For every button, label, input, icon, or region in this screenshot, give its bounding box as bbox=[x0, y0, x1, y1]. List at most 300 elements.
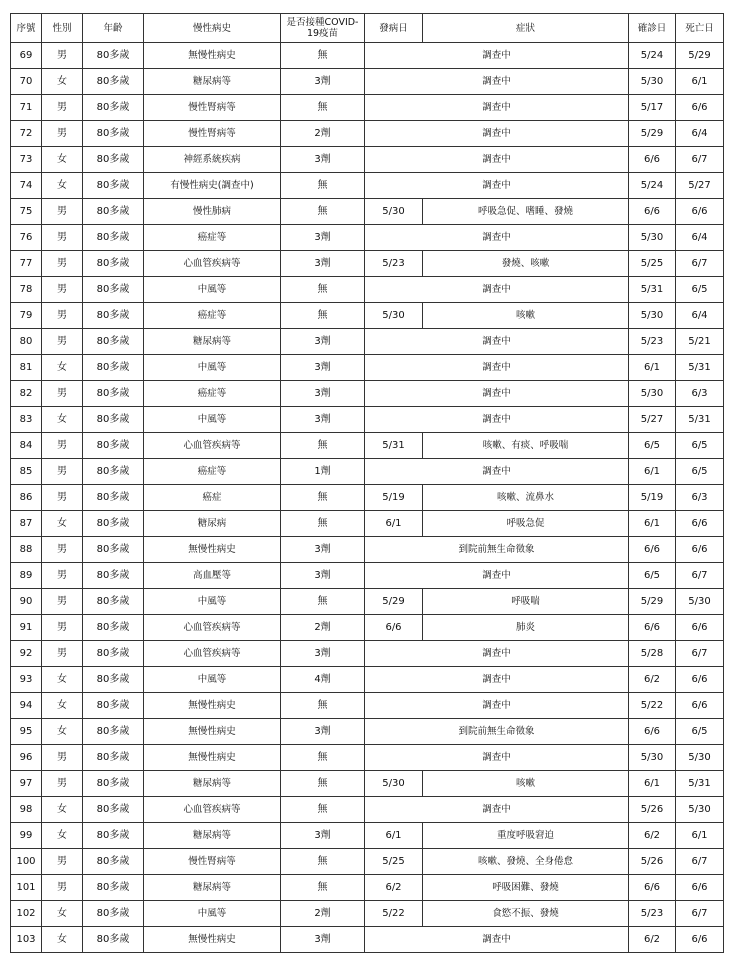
confirmed-date-cell: 6/6 bbox=[629, 719, 676, 745]
death-date-cell: 6/3 bbox=[676, 485, 724, 511]
sex-cell: 男 bbox=[42, 329, 83, 355]
symptoms-cell: 調查中 bbox=[365, 459, 629, 485]
onset-date-cell: 5/30 bbox=[365, 771, 423, 797]
death-date-cell: 5/31 bbox=[676, 407, 724, 433]
death-date-cell: 6/5 bbox=[676, 719, 724, 745]
onset-date-cell: 5/31 bbox=[365, 433, 423, 459]
case-number-cell: 88 bbox=[11, 537, 42, 563]
table-row bbox=[11, 797, 724, 823]
vaccine-cell: 3劑 bbox=[281, 407, 365, 433]
sex-cell: 女 bbox=[42, 355, 83, 381]
table-row bbox=[11, 407, 724, 433]
column-header: 序號 bbox=[11, 14, 42, 43]
case-number-cell: 74 bbox=[11, 173, 42, 199]
death-date-cell: 6/1 bbox=[676, 823, 724, 849]
chronic-history-cell: 癌症等 bbox=[144, 225, 281, 251]
death-date-cell: 6/7 bbox=[676, 901, 724, 927]
death-date-cell: 5/31 bbox=[676, 355, 724, 381]
vaccine-cell: 3劑 bbox=[281, 381, 365, 407]
case-number-cell: 77 bbox=[11, 251, 42, 277]
sex-cell: 男 bbox=[42, 459, 83, 485]
age-cell: 80多歲 bbox=[83, 43, 144, 69]
vaccine-cell: 無 bbox=[281, 745, 365, 771]
age-cell: 80多歲 bbox=[83, 407, 144, 433]
vaccine-cell: 3劑 bbox=[281, 147, 365, 173]
symptoms-cell: 調查中 bbox=[365, 173, 629, 199]
chronic-history-cell: 癌症等 bbox=[144, 381, 281, 407]
symptoms-cell: 調查中 bbox=[365, 797, 629, 823]
age-cell: 80多歲 bbox=[83, 641, 144, 667]
column-header: 性別 bbox=[42, 14, 83, 43]
symptoms-cell: 調查中 bbox=[365, 225, 629, 251]
symptoms-cell: 調查中 bbox=[365, 95, 629, 121]
onset-date-cell: 5/25 bbox=[365, 849, 423, 875]
death-date-cell: 5/29 bbox=[676, 43, 724, 69]
death-date-cell: 6/6 bbox=[676, 693, 724, 719]
column-header: 死亡日 bbox=[676, 14, 724, 43]
age-cell: 80多歲 bbox=[83, 381, 144, 407]
age-cell: 80多歲 bbox=[83, 745, 144, 771]
column-header: 症狀 bbox=[423, 14, 629, 43]
case-number-cell: 71 bbox=[11, 95, 42, 121]
confirmed-date-cell: 5/17 bbox=[629, 95, 676, 121]
symptoms-cell: 調查中 bbox=[365, 693, 629, 719]
death-date-cell: 6/4 bbox=[676, 303, 724, 329]
chronic-history-cell: 無慢性病史 bbox=[144, 927, 281, 953]
chronic-history-cell: 心血管疾病等 bbox=[144, 433, 281, 459]
vaccine-cell: 無 bbox=[281, 771, 365, 797]
table-row bbox=[11, 901, 724, 927]
sex-cell: 男 bbox=[42, 381, 83, 407]
vaccine-cell: 3劑 bbox=[281, 225, 365, 251]
vaccine-cell: 3劑 bbox=[281, 823, 365, 849]
chronic-history-cell: 心血管疾病等 bbox=[144, 797, 281, 823]
chronic-history-cell: 中風等 bbox=[144, 355, 281, 381]
confirmed-date-cell: 5/29 bbox=[629, 589, 676, 615]
chronic-history-cell: 慢性腎病等 bbox=[144, 121, 281, 147]
table-row bbox=[11, 303, 724, 329]
sex-cell: 女 bbox=[42, 511, 83, 537]
table-row bbox=[11, 459, 724, 485]
death-date-cell: 5/30 bbox=[676, 589, 724, 615]
age-cell: 80多歲 bbox=[83, 459, 144, 485]
symptoms-cell: 食慾不振、發燒 bbox=[423, 901, 629, 927]
table-row bbox=[11, 615, 724, 641]
header-row bbox=[11, 14, 724, 43]
sex-cell: 男 bbox=[42, 251, 83, 277]
age-cell: 80多歲 bbox=[83, 901, 144, 927]
vaccine-cell: 無 bbox=[281, 433, 365, 459]
case-number-cell: 98 bbox=[11, 797, 42, 823]
table-row bbox=[11, 251, 724, 277]
symptoms-cell: 咳嗽、發燒、全身倦怠 bbox=[423, 849, 629, 875]
sex-cell: 女 bbox=[42, 667, 83, 693]
age-cell: 80多歲 bbox=[83, 251, 144, 277]
vaccine-cell: 無 bbox=[281, 589, 365, 615]
age-cell: 80多歲 bbox=[83, 485, 144, 511]
sex-cell: 男 bbox=[42, 641, 83, 667]
vaccine-cell: 無 bbox=[281, 277, 365, 303]
table-row bbox=[11, 95, 724, 121]
chronic-history-cell: 癌症等 bbox=[144, 459, 281, 485]
onset-date-cell: 5/19 bbox=[365, 485, 423, 511]
age-cell: 80多歲 bbox=[83, 537, 144, 563]
symptoms-cell: 呼吸困難、發燒 bbox=[423, 875, 629, 901]
case-number-cell: 93 bbox=[11, 667, 42, 693]
death-date-cell: 6/3 bbox=[676, 381, 724, 407]
chronic-history-cell: 心血管疾病等 bbox=[144, 251, 281, 277]
case-number-cell: 70 bbox=[11, 69, 42, 95]
onset-date-cell: 5/23 bbox=[365, 251, 423, 277]
age-cell: 80多歲 bbox=[83, 797, 144, 823]
confirmed-date-cell: 6/6 bbox=[629, 615, 676, 641]
vaccine-cell: 3劑 bbox=[281, 563, 365, 589]
sex-cell: 男 bbox=[42, 615, 83, 641]
case-number-cell: 83 bbox=[11, 407, 42, 433]
table-row bbox=[11, 719, 724, 745]
vaccine-cell: 無 bbox=[281, 173, 365, 199]
case-number-cell: 76 bbox=[11, 225, 42, 251]
case-number-cell: 79 bbox=[11, 303, 42, 329]
table-row bbox=[11, 43, 724, 69]
vaccine-cell: 無 bbox=[281, 199, 365, 225]
death-date-cell: 6/6 bbox=[676, 511, 724, 537]
confirmed-date-cell: 6/6 bbox=[629, 537, 676, 563]
chronic-history-cell: 無慢性病史 bbox=[144, 537, 281, 563]
symptoms-cell: 調查中 bbox=[365, 745, 629, 771]
case-number-cell: 92 bbox=[11, 641, 42, 667]
age-cell: 80多歲 bbox=[83, 927, 144, 953]
chronic-history-cell: 中風等 bbox=[144, 667, 281, 693]
symptoms-cell: 調查中 bbox=[365, 641, 629, 667]
onset-date-cell: 6/1 bbox=[365, 823, 423, 849]
age-cell: 80多歲 bbox=[83, 875, 144, 901]
confirmed-date-cell: 5/29 bbox=[629, 121, 676, 147]
case-number-cell: 78 bbox=[11, 277, 42, 303]
age-cell: 80多歲 bbox=[83, 225, 144, 251]
age-cell: 80多歲 bbox=[83, 719, 144, 745]
chronic-history-cell: 無慢性病史 bbox=[144, 719, 281, 745]
death-date-cell: 5/30 bbox=[676, 797, 724, 823]
case-number-cell: 85 bbox=[11, 459, 42, 485]
table-row bbox=[11, 433, 724, 459]
age-cell: 80多歲 bbox=[83, 563, 144, 589]
case-number-cell: 81 bbox=[11, 355, 42, 381]
chronic-history-cell: 高血壓等 bbox=[144, 563, 281, 589]
death-date-cell: 6/6 bbox=[676, 875, 724, 901]
chronic-history-cell: 中風等 bbox=[144, 277, 281, 303]
death-date-cell: 5/30 bbox=[676, 745, 724, 771]
age-cell: 80多歲 bbox=[83, 667, 144, 693]
confirmed-date-cell: 5/23 bbox=[629, 901, 676, 927]
confirmed-date-cell: 5/19 bbox=[629, 485, 676, 511]
sex-cell: 女 bbox=[42, 69, 83, 95]
symptoms-cell: 調查中 bbox=[365, 69, 629, 95]
sex-cell: 男 bbox=[42, 537, 83, 563]
symptoms-cell: 調查中 bbox=[365, 147, 629, 173]
table-row bbox=[11, 537, 724, 563]
death-date-cell: 6/7 bbox=[676, 641, 724, 667]
confirmed-date-cell: 5/25 bbox=[629, 251, 676, 277]
case-number-cell: 86 bbox=[11, 485, 42, 511]
sex-cell: 男 bbox=[42, 875, 83, 901]
symptoms-cell: 調查中 bbox=[365, 43, 629, 69]
case-number-cell: 103 bbox=[11, 927, 42, 953]
death-date-cell: 6/6 bbox=[676, 199, 724, 225]
age-cell: 80多歲 bbox=[83, 355, 144, 381]
age-cell: 80多歲 bbox=[83, 615, 144, 641]
table-row bbox=[11, 771, 724, 797]
confirmed-date-cell: 5/24 bbox=[629, 173, 676, 199]
death-date-cell: 5/31 bbox=[676, 771, 724, 797]
symptoms-cell: 調查中 bbox=[365, 277, 629, 303]
confirmed-date-cell: 5/30 bbox=[629, 303, 676, 329]
vaccine-cell: 2劑 bbox=[281, 121, 365, 147]
symptoms-cell: 咳嗽、流鼻水 bbox=[423, 485, 629, 511]
chronic-history-cell: 有慢性病史(調查中) bbox=[144, 173, 281, 199]
column-header: 年齡 bbox=[83, 14, 144, 43]
table-row bbox=[11, 589, 724, 615]
case-number-cell: 100 bbox=[11, 849, 42, 875]
table-row bbox=[11, 69, 724, 95]
case-number-cell: 95 bbox=[11, 719, 42, 745]
symptoms-cell: 調查中 bbox=[365, 667, 629, 693]
death-date-cell: 6/7 bbox=[676, 251, 724, 277]
age-cell: 80多歲 bbox=[83, 95, 144, 121]
chronic-history-cell: 中風等 bbox=[144, 589, 281, 615]
death-date-cell: 6/4 bbox=[676, 225, 724, 251]
age-cell: 80多歲 bbox=[83, 433, 144, 459]
sex-cell: 男 bbox=[42, 745, 83, 771]
onset-date-cell: 5/30 bbox=[365, 199, 423, 225]
sex-cell: 女 bbox=[42, 797, 83, 823]
chronic-history-cell: 中風等 bbox=[144, 407, 281, 433]
symptoms-cell: 肺炎 bbox=[423, 615, 629, 641]
symptoms-cell: 呼吸急促、嗜睡、發燒 bbox=[423, 199, 629, 225]
death-date-cell: 6/1 bbox=[676, 69, 724, 95]
symptoms-cell: 調查中 bbox=[365, 381, 629, 407]
table-row bbox=[11, 381, 724, 407]
onset-date-cell: 5/30 bbox=[365, 303, 423, 329]
confirmed-date-cell: 6/6 bbox=[629, 875, 676, 901]
age-cell: 80多歲 bbox=[83, 147, 144, 173]
chronic-history-cell: 癌症等 bbox=[144, 303, 281, 329]
table-row bbox=[11, 563, 724, 589]
vaccine-cell: 無 bbox=[281, 43, 365, 69]
death-date-cell: 6/7 bbox=[676, 147, 724, 173]
case-number-cell: 91 bbox=[11, 615, 42, 641]
confirmed-date-cell: 5/30 bbox=[629, 225, 676, 251]
symptoms-cell: 呼吸急促 bbox=[423, 511, 629, 537]
sex-cell: 男 bbox=[42, 95, 83, 121]
case-number-cell: 82 bbox=[11, 381, 42, 407]
vaccine-cell: 無 bbox=[281, 485, 365, 511]
chronic-history-cell: 無慢性病史 bbox=[144, 43, 281, 69]
table-row bbox=[11, 147, 724, 173]
sex-cell: 男 bbox=[42, 199, 83, 225]
case-number-cell: 73 bbox=[11, 147, 42, 173]
table-row bbox=[11, 693, 724, 719]
death-date-cell: 6/6 bbox=[676, 927, 724, 953]
onset-date-cell: 5/29 bbox=[365, 589, 423, 615]
vaccine-cell: 無 bbox=[281, 875, 365, 901]
onset-date-cell: 6/1 bbox=[365, 511, 423, 537]
sex-cell: 女 bbox=[42, 719, 83, 745]
confirmed-date-cell: 5/30 bbox=[629, 381, 676, 407]
confirmed-date-cell: 5/22 bbox=[629, 693, 676, 719]
symptoms-cell: 重度呼吸窘迫 bbox=[423, 823, 629, 849]
chronic-history-cell: 癌症 bbox=[144, 485, 281, 511]
symptoms-cell: 咳嗽 bbox=[423, 771, 629, 797]
case-number-cell: 96 bbox=[11, 745, 42, 771]
confirmed-date-cell: 6/2 bbox=[629, 927, 676, 953]
table-row bbox=[11, 667, 724, 693]
symptoms-cell: 調查中 bbox=[365, 407, 629, 433]
sex-cell: 女 bbox=[42, 173, 83, 199]
chronic-history-cell: 心血管疾病等 bbox=[144, 641, 281, 667]
table-row bbox=[11, 199, 724, 225]
symptoms-cell: 調查中 bbox=[365, 927, 629, 953]
column-header: 慢性病史 bbox=[144, 14, 281, 43]
case-number-cell: 94 bbox=[11, 693, 42, 719]
case-number-cell: 87 bbox=[11, 511, 42, 537]
case-number-cell: 72 bbox=[11, 121, 42, 147]
vaccine-cell: 3劑 bbox=[281, 719, 365, 745]
onset-date-cell: 6/2 bbox=[365, 875, 423, 901]
confirmed-date-cell: 5/31 bbox=[629, 277, 676, 303]
sex-cell: 男 bbox=[42, 771, 83, 797]
symptoms-cell: 咳嗽 bbox=[423, 303, 629, 329]
confirmed-date-cell: 6/5 bbox=[629, 563, 676, 589]
confirmed-date-cell: 5/28 bbox=[629, 641, 676, 667]
chronic-history-cell: 中風等 bbox=[144, 901, 281, 927]
death-date-cell: 6/6 bbox=[676, 537, 724, 563]
age-cell: 80多歲 bbox=[83, 199, 144, 225]
confirmed-date-cell: 6/6 bbox=[629, 199, 676, 225]
case-number-cell: 101 bbox=[11, 875, 42, 901]
table-row bbox=[11, 225, 724, 251]
table-row bbox=[11, 329, 724, 355]
confirmed-date-cell: 6/6 bbox=[629, 147, 676, 173]
confirmed-date-cell: 5/30 bbox=[629, 69, 676, 95]
sex-cell: 男 bbox=[42, 433, 83, 459]
age-cell: 80多歲 bbox=[83, 121, 144, 147]
case-number-cell: 97 bbox=[11, 771, 42, 797]
table-row bbox=[11, 277, 724, 303]
sex-cell: 女 bbox=[42, 823, 83, 849]
table-row bbox=[11, 641, 724, 667]
table-row bbox=[11, 121, 724, 147]
symptoms-cell: 到院前無生命徵象 bbox=[365, 719, 629, 745]
age-cell: 80多歲 bbox=[83, 823, 144, 849]
vaccine-cell: 2劑 bbox=[281, 901, 365, 927]
confirmed-date-cell: 6/1 bbox=[629, 511, 676, 537]
sex-cell: 女 bbox=[42, 927, 83, 953]
vaccine-cell: 3劑 bbox=[281, 69, 365, 95]
age-cell: 80多歲 bbox=[83, 69, 144, 95]
table-row bbox=[11, 849, 724, 875]
confirmed-date-cell: 6/2 bbox=[629, 823, 676, 849]
table-body bbox=[11, 43, 724, 953]
chronic-history-cell: 糖尿病 bbox=[144, 511, 281, 537]
vaccine-cell: 3劑 bbox=[281, 355, 365, 381]
case-number-cell: 89 bbox=[11, 563, 42, 589]
symptoms-cell: 咳嗽、有痰、呼吸喘 bbox=[423, 433, 629, 459]
chronic-history-cell: 糖尿病等 bbox=[144, 329, 281, 355]
chronic-history-cell: 心血管疾病等 bbox=[144, 615, 281, 641]
confirmed-date-cell: 5/24 bbox=[629, 43, 676, 69]
sex-cell: 男 bbox=[42, 277, 83, 303]
vaccine-cell: 無 bbox=[281, 511, 365, 537]
age-cell: 80多歲 bbox=[83, 303, 144, 329]
vaccine-cell: 2劑 bbox=[281, 615, 365, 641]
death-date-cell: 6/5 bbox=[676, 459, 724, 485]
symptoms-cell: 調查中 bbox=[365, 121, 629, 147]
age-cell: 80多歲 bbox=[83, 511, 144, 537]
table-row bbox=[11, 745, 724, 771]
chronic-history-cell: 糖尿病等 bbox=[144, 875, 281, 901]
case-table bbox=[10, 13, 724, 953]
age-cell: 80多歲 bbox=[83, 771, 144, 797]
vaccine-cell: 3劑 bbox=[281, 537, 365, 563]
vaccine-cell: 4劑 bbox=[281, 667, 365, 693]
case-number-cell: 90 bbox=[11, 589, 42, 615]
table-row bbox=[11, 875, 724, 901]
confirmed-date-cell: 6/1 bbox=[629, 771, 676, 797]
confirmed-date-cell: 5/26 bbox=[629, 849, 676, 875]
sex-cell: 男 bbox=[42, 589, 83, 615]
column-header: 確診日 bbox=[629, 14, 676, 43]
column-header: 發病日 bbox=[365, 14, 423, 43]
death-date-cell: 6/6 bbox=[676, 615, 724, 641]
case-number-cell: 75 bbox=[11, 199, 42, 225]
vaccine-cell: 3劑 bbox=[281, 641, 365, 667]
table-row bbox=[11, 511, 724, 537]
table-row bbox=[11, 927, 724, 953]
vaccine-cell: 無 bbox=[281, 303, 365, 329]
chronic-history-cell: 無慢性病史 bbox=[144, 745, 281, 771]
chronic-history-cell: 慢性肺病 bbox=[144, 199, 281, 225]
sex-cell: 男 bbox=[42, 303, 83, 329]
death-date-cell: 5/21 bbox=[676, 329, 724, 355]
confirmed-date-cell: 6/5 bbox=[629, 433, 676, 459]
confirmed-date-cell: 6/1 bbox=[629, 355, 676, 381]
sex-cell: 女 bbox=[42, 693, 83, 719]
confirmed-date-cell: 5/26 bbox=[629, 797, 676, 823]
chronic-history-cell: 慢性腎病等 bbox=[144, 849, 281, 875]
sex-cell: 女 bbox=[42, 147, 83, 173]
age-cell: 80多歲 bbox=[83, 589, 144, 615]
vaccine-cell: 無 bbox=[281, 797, 365, 823]
sex-cell: 女 bbox=[42, 407, 83, 433]
chronic-history-cell: 慢性腎病等 bbox=[144, 95, 281, 121]
confirmed-date-cell: 6/2 bbox=[629, 667, 676, 693]
age-cell: 80多歲 bbox=[83, 329, 144, 355]
vaccine-cell: 無 bbox=[281, 95, 365, 121]
confirmed-date-cell: 6/1 bbox=[629, 459, 676, 485]
confirmed-date-cell: 5/23 bbox=[629, 329, 676, 355]
case-number-cell: 99 bbox=[11, 823, 42, 849]
vaccine-cell: 3劑 bbox=[281, 329, 365, 355]
symptoms-cell: 到院前無生命徵象 bbox=[365, 537, 629, 563]
sex-cell: 男 bbox=[42, 563, 83, 589]
case-number-cell: 69 bbox=[11, 43, 42, 69]
table-row bbox=[11, 485, 724, 511]
table-row bbox=[11, 823, 724, 849]
death-date-cell: 6/5 bbox=[676, 277, 724, 303]
sex-cell: 男 bbox=[42, 849, 83, 875]
symptoms-cell: 發燒、咳嗽 bbox=[423, 251, 629, 277]
